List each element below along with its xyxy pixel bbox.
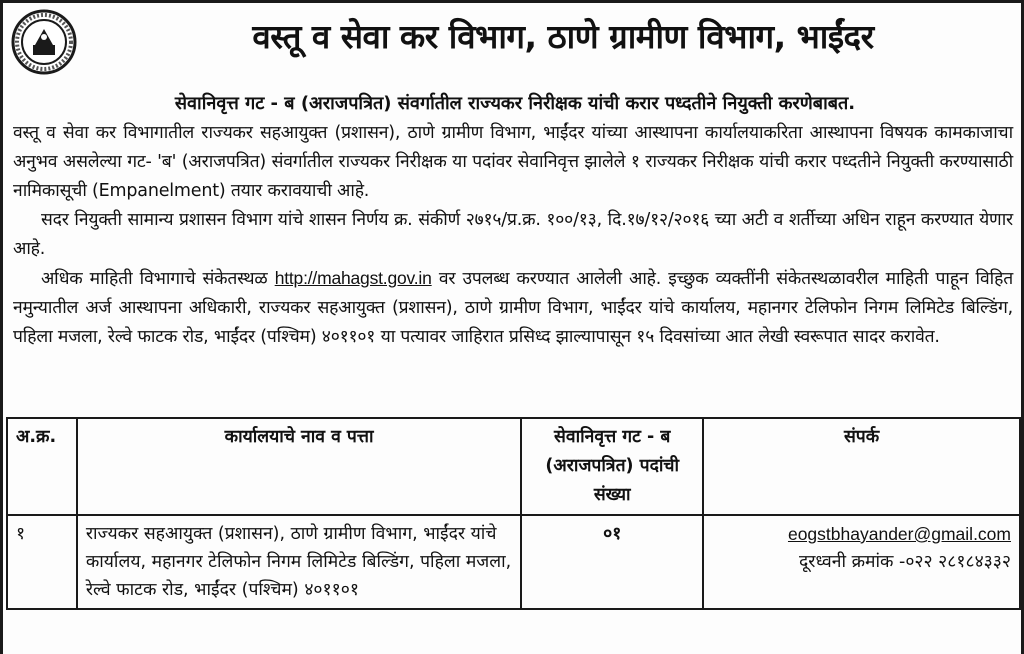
header-office: कार्यालयाचे नाव व पत्ता (77, 418, 522, 515)
notice-subtitle: सेवानिवृत्त गट - ब (अराजपत्रित) संवर्गातील राज्यकर निरीक्षक यांची करार पध्दतीने नियुक्ती करणेबाबत. (174, 93, 856, 114)
para3-tail-text: वर उपलब्ध करण्यात आलेली आहे. इच्छुक व्यक्तींनी संकेतस्थळावरील माहिती पाहून विहित नमुन्यातील अर्ज आस्थापना अधिकारी, राज्यकर सहआयुक्त (प्रशासन), ठाणे ग्रामीण विभाग, भाईंदर यांचे कार्यालय, महानगर टेलिफोन निगम लिमिटेड बिल्डिंग, पहिला मजला, रेल्वे फाटक रोड, भाईंदर (पश्चिम) ४०११०१ या पत्यावर जाहिरात प्रसिध्द झाल्यापासून १५ दिवसांच्या आत लेखी स्वरूपात सादर करावेत. (13, 269, 1013, 347)
para3-lead-text: अधिक माहिती विभागाचे संकेतस्थळ (41, 269, 268, 289)
row-contact (703, 515, 1020, 609)
government-seal-icon (11, 9, 77, 75)
contact-phone: दूरध्वनी क्रमांक -०२२ २८१८४३३२ (799, 552, 1011, 572)
header-posts: सेवानिवृत्त गट - ब (अराजपत्रित) पदांची संख्या (521, 418, 703, 515)
row-office-address: राज्यकर सहआयुक्त (प्रशासन), ठाणे ग्रामीण विभाग, भाईंदर यांचे कार्यालय, महानगर टेलिफोन निगम लिमिटेड बिल्डिंग, पहिला मजला, रेल्वे फाटक रोड, भाईंदर (पश्चिम) ४०११०१ (77, 515, 522, 609)
website-link[interactable]: http://mahagst.gov.in (274, 268, 432, 288)
office-table (6, 417, 1021, 610)
notice-header (3, 3, 1021, 81)
header-contact: संपर्क (703, 418, 1020, 515)
page-title: वस्तू व सेवा कर विभाग, ठाणे ग्रामीण विभाग, भाईंदर (252, 17, 874, 56)
notice-body (13, 119, 1013, 352)
row-post-count: ०१ (521, 515, 703, 609)
table-row (7, 515, 1020, 609)
row-serial: १ (7, 515, 77, 609)
header-serial: अ.क्र. (7, 418, 77, 515)
body-paragraph-1: वस्तू व सेवा कर विभागातील राज्यकर सहआयुक्त (प्रशासन), ठाणे ग्रामीण विभाग, भाईंदर यांच्या आस्थापना कार्यालयाकरिता आस्थापना विषयक कामकाजाचा अनुभव असलेल्या गट- 'ब' (अराजपत्रित) संवर्गातील राज्यकर निरीक्षक या पदांवर सेवानिवृत्त झालेले १ राज्यकर निरीक्षक यांची करार पध्दतीने नियुक्ती करण्यासाठी नामिकासूची (Empanelment) तयार करावयाची आहे. (13, 123, 1013, 201)
table-header-row (7, 418, 1020, 515)
body-paragraph-3 (13, 264, 1013, 352)
contact-email-link[interactable]: eogstbhayander@gmail.com (787, 524, 1011, 544)
body-paragraph-2: सदर नियुक्ती सामान्य प्रशासन विभाग यांचे शासन निर्णय क्र. संकीर्ण २७१५/प्र.क्र. १००/१३, दि.१७/१२/२०१६ च्या अटी व शर्तीच्या अधिन राहून करण्यात येणार आहे. (13, 210, 1013, 259)
